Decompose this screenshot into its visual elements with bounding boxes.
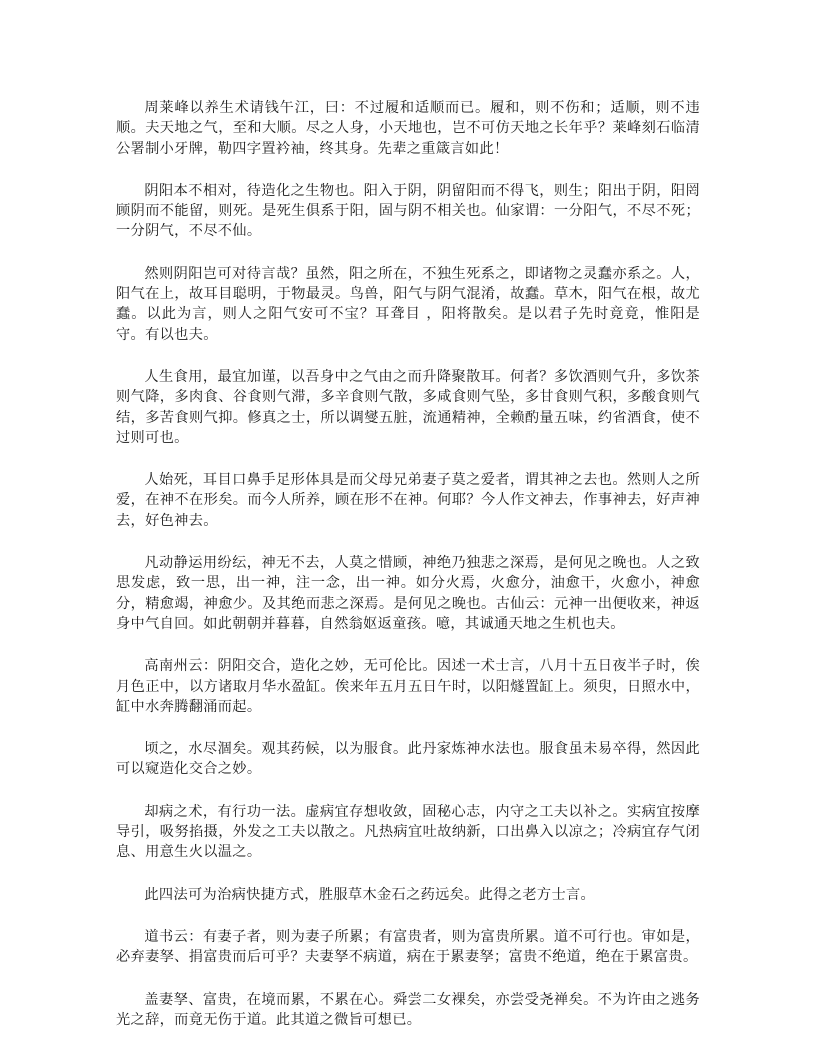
paragraph: 然则阴阳岂可对待言哉？虽然，阳之所在，不独生死系之，即诸物之灵蠢亦系之。人，阳气在上，故耳目聪明，于物最灵。鸟兽，阳气与阴气混淆，故蠢。草木，阳气在根，故尤蠢。以此为言，则人之阳气安可不宝？耳聋目 ，阳将散矣。是以君子先时竟竟，惟阳是守。有以也夫。: [116, 265, 700, 343]
paragraph: 此四法可为治病快捷方式，胜服草木金石之药远矣。此得之老方士言。: [144, 886, 596, 903]
paragraph: 盖妻孥、富贵，在境而累，不累在心。舜尝二女裸矣，亦尝受尧禅矣。不为许由之逃务光之辞，而竟无伤于道。此其道之微旨可想已。: [116, 991, 700, 1028]
paragraph: 人生食用，最宜加谨，以吾身中之气由之而升降聚散耳。何者？多饮酒则气升，多饮茶则气降，多肉食、谷食则气滞，多辛食则气散，多咸食则气坠，多甘食则气积，多酸食则气结，多苦食则气抑。修真之士，所以调燮五脏，流通精神，全赖酌量五味，约省酒食，使不过则可也。: [116, 368, 700, 446]
paragraph: 高南州云：阴阳交合，造化之妙，无可伦比。因述一术士言，八月十五日夜半子时，俟月色正中，以方诸取月华水盈缸。俟来年五月五日午时，以阳燧置缸上。须臾，日照水中，缸中水奔腾翻涌而起。: [116, 658, 700, 715]
paragraph: 道书云：有妻子者，则为妻子所累；有富贵者，则为富贵所累。道不可行也。审如是，必弃妻孥、捐富贵而后可乎？夫妻孥不病道，病在于累妻孥；富贵不绝道，绝在于累富贵。: [116, 928, 700, 966]
paragraph: 阴阳本不相对，待造化之生物也。阳入于阴，阴留阳而不得飞，则生；阳出于阴，阳罔顾阴而不能留，则死。是死生俱系于阳，固与阴不相关也。仙家谓：一分阳气，不尽不死；一分阴气，不尽不仙。: [116, 182, 700, 240]
paragraph: 却病之术，有行功一法。虚病宜存想收敛，固秘心志，内守之工夫以补之。实病宜按摩导引，吸努掐摄，外发之工夫以散之。凡热病宜吐故纳新，口出鼻入以凉之；冷病宜存气闭息、用意生火以温之。: [116, 803, 700, 861]
document-body: [116, 98, 700, 1052]
paragraph: 周莱峰以养生术请钱午江，曰：不过履和适顺而已。履和，则不伤和；适顺，则不违顺。夫天地之气，至和大顺。尽之人身，小天地也，岂不可仿天地之长年乎？莱峰刻石临清公署制小牙牌，勒四字置衿袖，终其身。先辈之重箴言如此！: [116, 100, 700, 157]
paragraph: 人始死，耳目口鼻手足形体具是而父母兄弟妻子莫之爱者，谓其神之去也。然则人之所爱，在神不在形矣。而今人所养，顾在形不在神。何耶？今人作文神去，作事神去，好声神去，好色神去。: [116, 472, 700, 529]
paragraph: 顷之，水尽涸矣。观其药候，以为服食。此丹家炼神水法也。服食虽未易卒得，然因此可以窥造化交合之妙。: [116, 741, 700, 778]
paragraph: 凡动静运用纷纭，神无不去，人莫之惜顾，神绝乃独悲之深焉，是何见之晚也。人之致思发虑，致一思，出一神，注一念，出一神。如分火焉，火愈分，油愈干，火愈小，神愈分，精愈竭，神愈少。及其绝而悲之深焉。是何见之晚也。古仙云：元神一出便收来，神返身中气自回。如此朝朝并暮暮，自然翁妪返童孩。噫，其诚通天地之生机也夫。: [116, 555, 700, 632]
